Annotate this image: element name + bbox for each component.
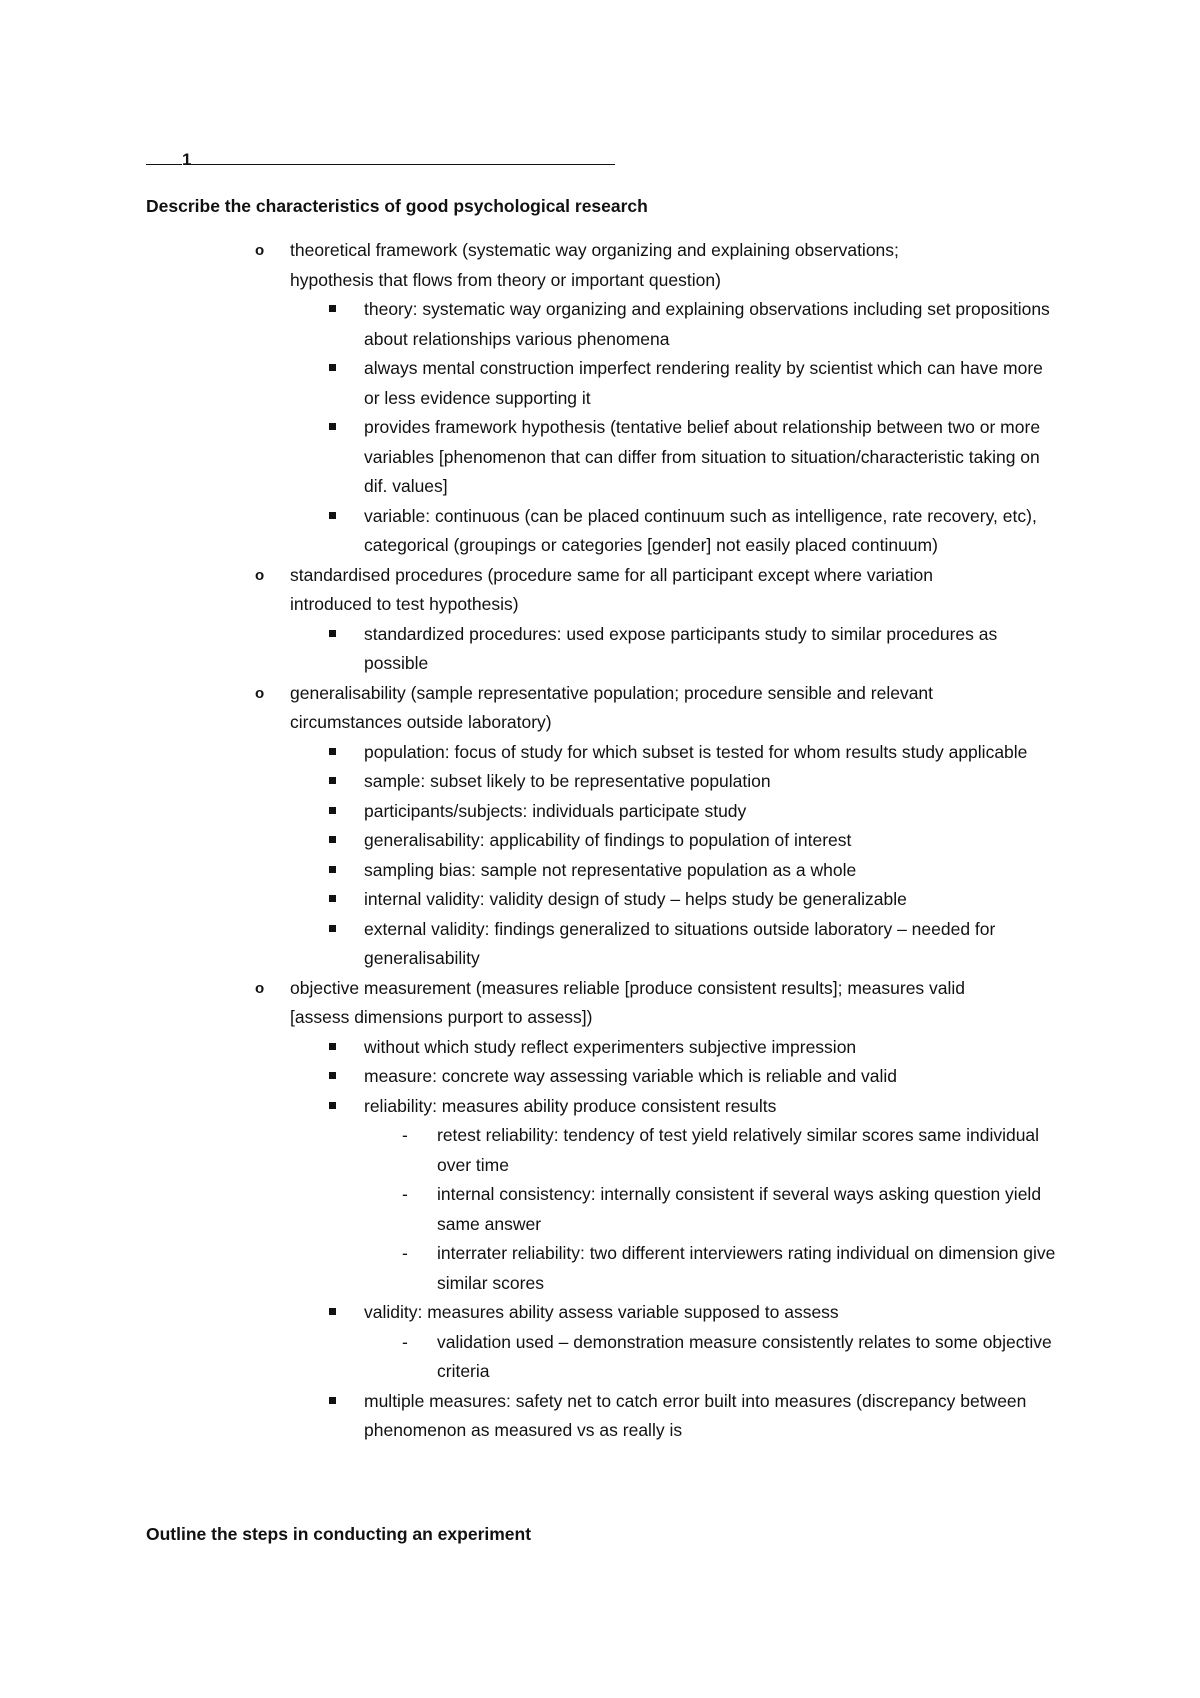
list-item-text: standardised procedures (procedure same for all participant except where variation introduced to test hypothesis) bbox=[290, 564, 933, 614]
circle-bullet-marker: o bbox=[255, 566, 265, 584]
list-item bbox=[0, 797, 1200, 827]
list-item bbox=[0, 679, 1200, 738]
list-item bbox=[0, 826, 1200, 856]
section-heading-characteristics: Describe the characteristics of good psychological research bbox=[146, 196, 648, 216]
list-item bbox=[0, 974, 1200, 1033]
list-item-text: validity: measures ability assess variable supposed to assess bbox=[364, 1302, 839, 1322]
square-bullet-icon bbox=[329, 1092, 336, 1122]
square-bullet-icon bbox=[329, 885, 336, 915]
square-bullet-icon bbox=[329, 915, 336, 945]
list-item-text: always mental construction imperfect rendering reality by scientist which can have more or less evidence supporting it bbox=[364, 358, 1043, 408]
list-item bbox=[0, 413, 1200, 502]
page-number: 1 bbox=[182, 150, 192, 169]
square-bullet-icon bbox=[329, 354, 336, 384]
list-item bbox=[0, 1239, 1200, 1298]
list-item bbox=[0, 295, 1200, 354]
page-number-line bbox=[146, 148, 615, 170]
list-item-text: internal validity: validity design of study – helps study be generalizable bbox=[364, 889, 907, 909]
circle-bullet-marker: o bbox=[255, 979, 265, 997]
list-item-text: interrater reliability: two different interviewers rating individual on dimension give similar scores bbox=[437, 1243, 1056, 1293]
list-item-text: sample: subset likely to be representative population bbox=[364, 771, 771, 791]
list-item-text: objective measurement (measures reliable [produce consistent results]; measures valid [assess dimensions purport to assess]) bbox=[290, 977, 966, 1027]
list-item bbox=[0, 856, 1200, 886]
list-item-text: provides framework hypothesis (tentative belief about relationship between two or more variables [phenomenon that can differ from situation to situation/characteristic taking on dif. values] bbox=[364, 417, 1041, 496]
list-item-text: without which study reflect experimenters subjective impression bbox=[364, 1036, 857, 1057]
list-item-text: multiple measures: safety net to catch error built into measures (discrepancy between phenomenon as measured vs as really is bbox=[364, 1390, 1027, 1440]
list-item bbox=[0, 502, 1200, 561]
list-item-text: retest reliability: tendency of test yield relatively similar scores same individual over time bbox=[437, 1125, 1040, 1175]
list-item-text: validation used – demonstration measure consistently relates to some objective criteria bbox=[437, 1331, 1052, 1381]
list-item bbox=[0, 1062, 1200, 1092]
list-item bbox=[0, 1328, 1200, 1387]
circle-bullet-marker: o bbox=[255, 684, 265, 702]
square-bullet-icon bbox=[329, 826, 336, 856]
list-item-text: participants/subjects: individuals participate study bbox=[364, 800, 747, 821]
list-item bbox=[0, 1121, 1200, 1180]
square-bullet-icon bbox=[329, 738, 336, 768]
list-item-text: external validity: findings generalized to situations outside laboratory – needed for generalisability bbox=[364, 918, 996, 968]
dash-bullet-marker: - bbox=[402, 1125, 408, 1145]
dash-bullet-marker: - bbox=[402, 1243, 408, 1263]
dash-bullet-marker: - bbox=[402, 1184, 408, 1204]
list-item bbox=[0, 767, 1200, 797]
square-bullet-icon bbox=[329, 620, 336, 650]
list-item bbox=[0, 1298, 1200, 1328]
list-item bbox=[0, 885, 1200, 915]
square-bullet-icon bbox=[329, 1062, 336, 1092]
rule-left bbox=[146, 148, 182, 165]
list-item bbox=[0, 620, 1200, 679]
square-bullet-icon bbox=[329, 502, 336, 532]
circle-bullet-marker: o bbox=[255, 242, 265, 259]
list-item-text: theory: systematic way organizing and explaining observations including set propositions about relationships various phenomena bbox=[364, 299, 1050, 349]
square-bullet-icon bbox=[329, 1387, 336, 1417]
list-item bbox=[0, 738, 1200, 768]
dash-bullet-marker: - bbox=[402, 1331, 408, 1352]
rule-right bbox=[191, 148, 615, 165]
square-bullet-icon bbox=[329, 413, 336, 443]
list-item-text: standardized procedures: used expose participants study to similar procedures as possible bbox=[364, 623, 998, 673]
list-item bbox=[0, 1033, 1200, 1063]
section-heading-experiment-steps: Outline the steps in conducting an experiment bbox=[146, 1524, 532, 1544]
square-bullet-icon bbox=[329, 856, 336, 886]
list-item bbox=[0, 1092, 1200, 1122]
list-item-text: internal consistency: internally consistent if several ways asking question yield same answer bbox=[437, 1184, 1042, 1234]
list-item bbox=[0, 236, 1200, 295]
square-bullet-icon bbox=[329, 1033, 336, 1063]
list-item bbox=[0, 561, 1200, 620]
list-item bbox=[0, 1180, 1200, 1239]
list-item-text: measure: concrete way assessing variable which is reliable and valid bbox=[364, 1066, 898, 1086]
list-item-text: variable: continuous (can be placed continuum such as intelligence, rate recovery, etc), categorical (groupings or categories [gender] not easily placed continuum) bbox=[364, 505, 1037, 555]
list-item-text: sampling bias: sample not representative population as a whole bbox=[364, 859, 857, 880]
list-item bbox=[0, 1387, 1200, 1446]
list-item-text: generalisability: applicability of findings to population of interest bbox=[364, 830, 852, 850]
list-item-text: theoretical framework (systematic way organizing and explaining observations; hypothesis that flows from theory or important question) bbox=[290, 240, 899, 290]
list-item-text: generalisability (sample representative population; procedure sensible and relevant circumstances outside laboratory) bbox=[290, 682, 934, 732]
list-item bbox=[0, 915, 1200, 974]
list-item-text: population: focus of study for which subset is tested for whom results study applicable bbox=[364, 741, 1028, 762]
square-bullet-icon bbox=[329, 1298, 336, 1328]
list-item bbox=[0, 354, 1200, 413]
square-bullet-icon bbox=[329, 797, 336, 827]
square-bullet-icon bbox=[329, 295, 336, 325]
list-item-text: reliability: measures ability produce consistent results bbox=[364, 1095, 777, 1116]
bullet-list bbox=[0, 236, 1200, 1446]
square-bullet-icon bbox=[329, 767, 336, 797]
